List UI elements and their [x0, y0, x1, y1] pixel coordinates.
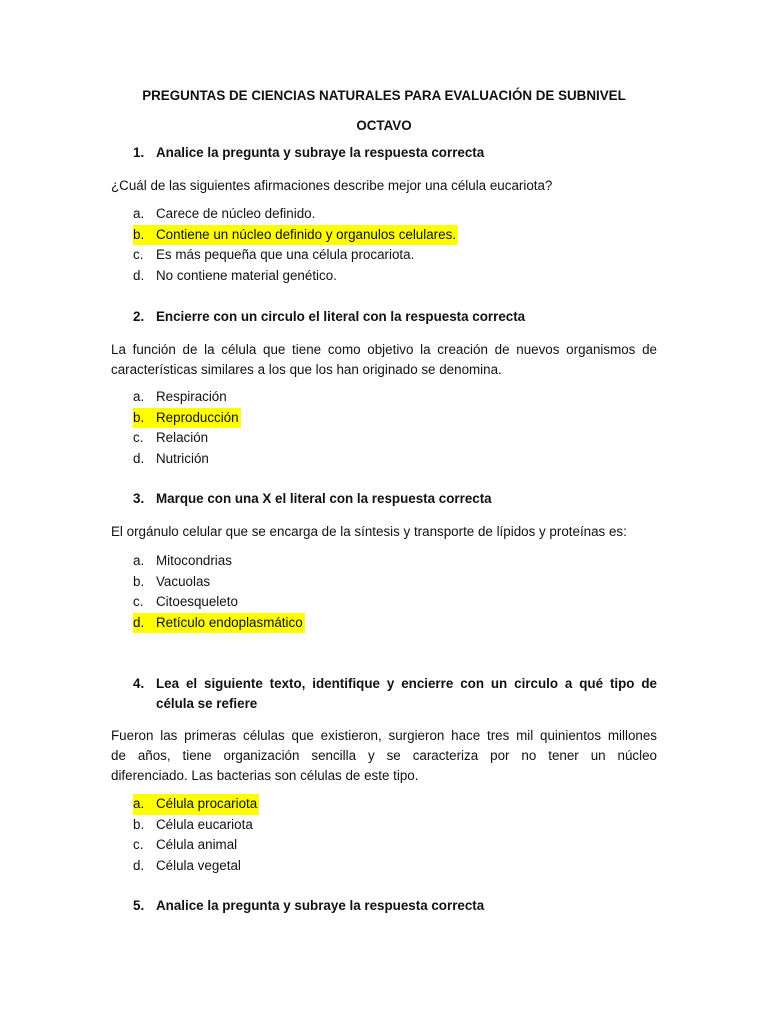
option-d: d. No contiene material genético.	[133, 267, 337, 283]
question-3-stem: El orgánulo celular que se encarga de la síntesis y transporte de lípidos y proteínas es:	[111, 524, 627, 539]
option-b: b. Célula eucariota	[133, 816, 253, 832]
option-b: b. Vacuolas	[133, 573, 211, 589]
question-4-stem: Fueron las primeras células que existieron, surgieron hace tres mil quinientos millones de años, tiene organización sencilla y se caracteriza por no tener un núcleo diferenciado. Las bacterias son células de este tipo.	[111, 728, 657, 783]
question-number: 2.	[133, 309, 145, 324]
question-5-heading	[133, 896, 484, 916]
question-number: 1.	[133, 145, 145, 160]
option-a: a. Mitocondrias	[133, 553, 232, 568]
question-1-stem: ¿Cuál de las siguientes afirmaciones describe mejor una célula eucariota?	[111, 178, 553, 193]
question-2-options	[133, 387, 241, 469]
question-1-options	[133, 204, 458, 286]
question-3-heading	[133, 489, 492, 509]
document-title: PREGUNTAS DE CIENCIAS NATURALES PARA EVALUACIÓN DE SUBNIVEL	[142, 88, 626, 103]
question-4-options	[133, 794, 259, 876]
question-number: 5.	[133, 898, 145, 913]
question-4-heading	[133, 674, 657, 714]
option-a-highlighted: a. Célula procariota	[133, 794, 259, 815]
document-subtitle: OCTAVO	[356, 118, 412, 133]
question-instruction: Lea el siguiente texto, identifique y encierre con un circulo a qué tipo de célula se refiere	[156, 676, 657, 711]
question-3-options	[133, 551, 305, 633]
question-instruction: Analice la pregunta y subraye la respuesta correcta	[156, 145, 485, 160]
option-c: c. Relación	[133, 430, 209, 445]
option-d-highlighted: d. Retículo endoplasmático	[133, 613, 305, 634]
question-number: 3.	[133, 491, 145, 506]
option-d: d. Célula vegetal	[133, 857, 241, 873]
question-instruction: Marque con una X el literal con la respuesta correcta	[156, 491, 492, 506]
question-2-heading	[133, 307, 525, 327]
question-instruction: Analice la pregunta y subraye la respuesta correcta	[156, 898, 485, 913]
question-2-stem: La función de la célula que tiene como objetivo la creación de nuevos organismos de características similares a los que los han originado se denomina.	[111, 342, 657, 377]
option-a: a. Respiración	[133, 389, 227, 404]
option-d: d. Nutrición	[133, 450, 209, 466]
option-c: c. Célula animal	[133, 837, 238, 852]
question-number: 4.	[133, 676, 145, 691]
option-c: c. Es más pequeña que una célula procariota.	[133, 247, 415, 262]
question-1-heading	[133, 143, 484, 163]
option-c: c. Citoesqueleto	[133, 594, 238, 609]
question-instruction: Encierre con un circulo el literal con la respuesta correcta	[156, 309, 526, 324]
option-b-highlighted: b. Contiene un núcleo definido y organulos celulares.	[133, 225, 458, 246]
option-a: a. Carece de núcleo definido.	[133, 206, 316, 221]
option-b-highlighted: b. Reproducción	[133, 408, 241, 429]
